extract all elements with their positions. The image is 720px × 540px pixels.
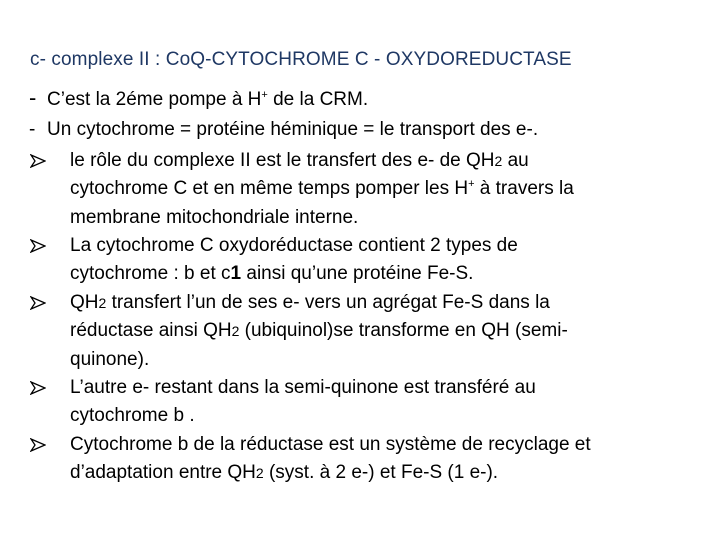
list-item-text: QH2 transfert l’un de ses e- vers un agrégat Fe-S dans la réductase ainsi QH2 (ubiquinol)se transforme en QH (semi- quinone). xyxy=(70,292,568,370)
dash-bullet: - xyxy=(29,85,37,110)
list-item-text: La cytochrome C oxydoréductase contient 2 types de cytochrome : b et c1 ainsi qu’une protéine Fe-S. xyxy=(70,235,518,285)
list-item-text: L’autre e- restant dans la semi-quinone est transféré au cytochrome b . xyxy=(70,377,536,427)
arrow-bullet-icon xyxy=(29,232,51,260)
slide-title: c- complexe II : CoQ-CYTOCHROME C - OXYDOREDUCTASE xyxy=(30,49,572,70)
arrow-bullet-icon xyxy=(29,147,51,175)
list-item-text: C’est la 2éme pompe à H+ de la CRM. xyxy=(47,89,369,110)
list-item-text: le rôle du complexe II est le transfert des e- de QH2 au cytochrome C et en même temps pomper les H+ à travers la membrane mitochondriale interne. xyxy=(70,150,574,228)
arrow-bullet-icon xyxy=(29,289,51,317)
arrow-bullet-icon xyxy=(29,431,51,459)
list-item-text: Un cytochrome = protéine héminique = le transport des e-. xyxy=(47,119,539,140)
list-item-text: Cytochrome b de la réductase est un système de recyclage et d’adaptation entre QH2 (syst. à 2 e-) et Fe-S (1 e-). xyxy=(70,434,591,484)
arrow-bullet-icon xyxy=(29,374,51,402)
dash-bullet: - xyxy=(29,119,36,140)
